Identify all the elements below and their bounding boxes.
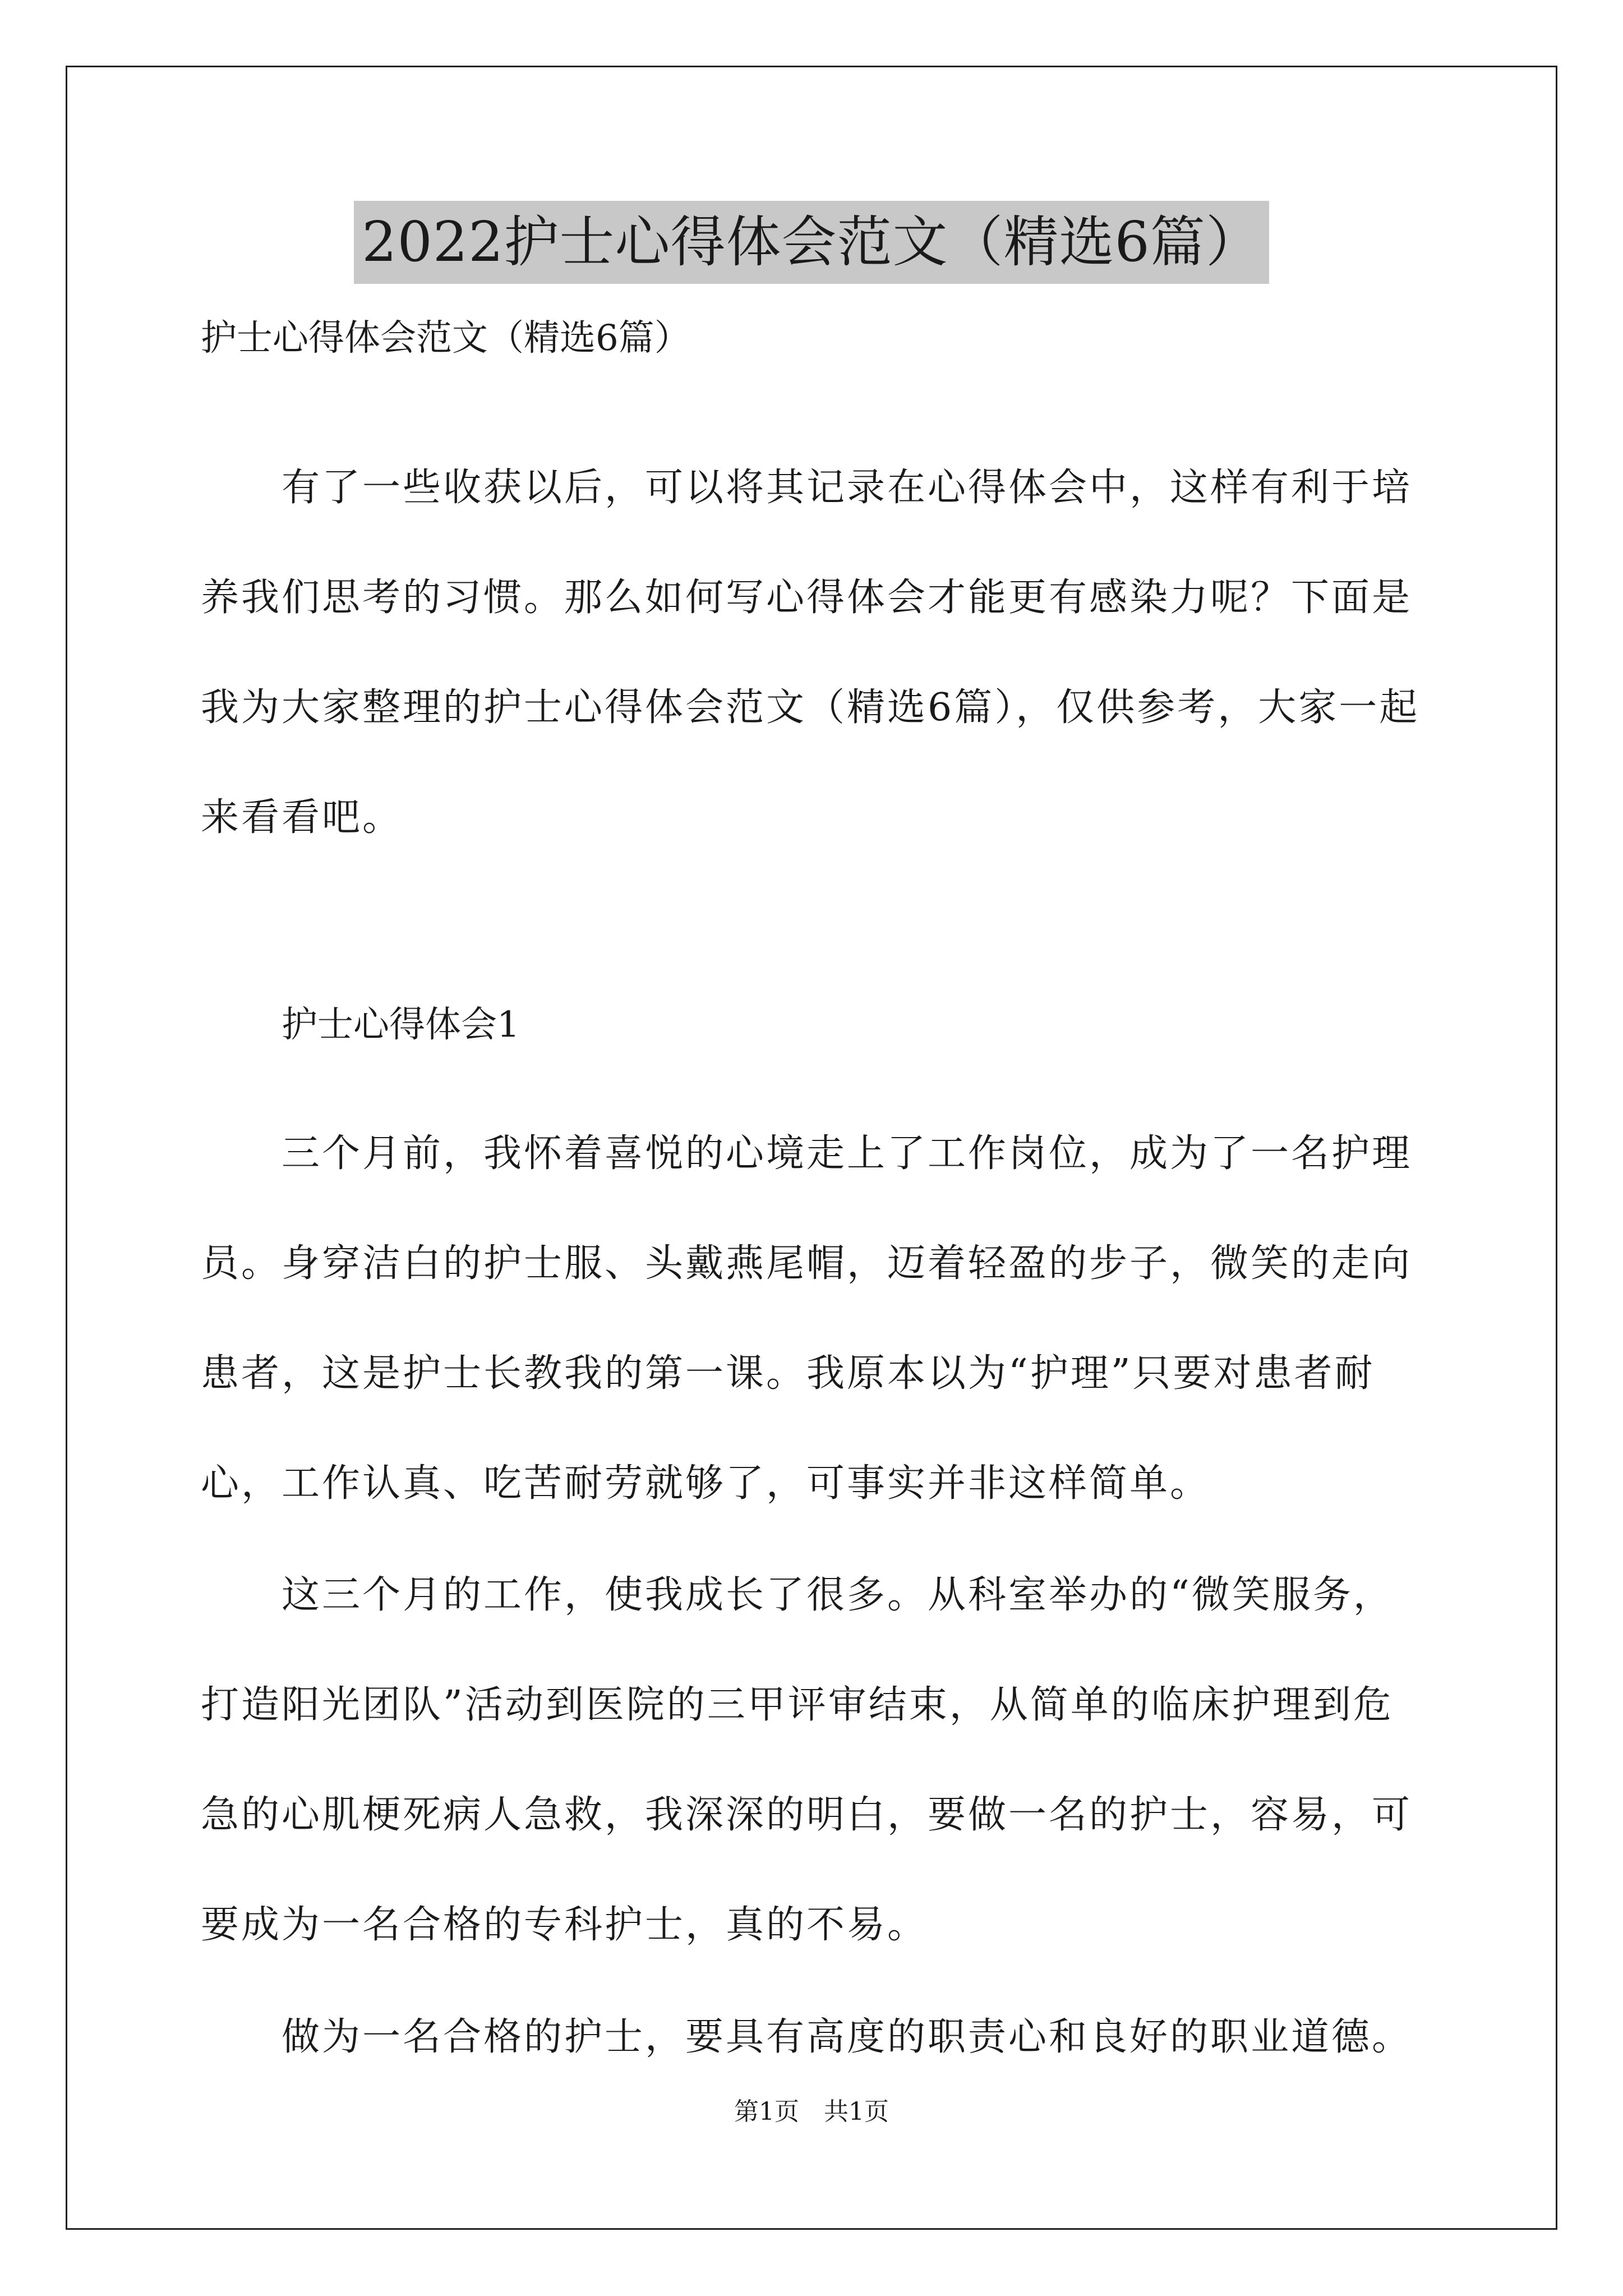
title-container [0,201,1623,284]
paragraph-line: 打造阳光团队”活动到医院的三甲评审结束，从简单的临床护理到危 [201,1683,1394,1727]
paragraph-line: 三个月前，我怀着喜悦的心境走上了工作岗位，成为了一名护理 [282,1131,1413,1176]
intro-line: 来看看吧。 [201,795,403,840]
paragraph-line: 做为一名合格的护士，要具有高度的职责心和良好的职业道德。 [282,2015,1413,2059]
intro-paragraph [201,433,1435,873]
intro-line: 养我们思考的习惯。那么如何写心得体会才能更有感染力呢？下面是 [201,576,1413,620]
paragraph-line: 要成为一名合格的专科护士，真的不易。 [201,1903,928,1947]
intro-line: 我为大家整理的护士心得体会范文（精选6篇），仅供参考，大家一起 [201,685,1420,730]
paragraph-line: 急的心肌梗死病人急救，我深深的明白，要做一名的护士，容易，可 [201,1793,1413,1837]
document-title: 2022护士心得体会范文（精选6篇） [354,201,1269,284]
intro-line: 有了一些收获以后，可以将其记录在心得体会中，这样有利于培 [282,466,1413,510]
body-paragraph-1 [201,1099,1435,1539]
paragraph-line: 员。身穿洁白的护士服、头戴燕尾帽，迈着轻盈的步子，微笑的走向 [201,1241,1413,1286]
body-paragraph-3 [201,1982,1435,2092]
paragraph-line: 心，工作认真、吃苦耐劳就够了，可事实并非这样简单。 [201,1461,1211,1506]
page-footer: 第1页 共1页 [734,2097,889,2126]
body-paragraph-2 [201,1540,1435,1980]
document-subtitle: 护士心得体会范文（精选6篇） [201,318,690,359]
paragraph-line: 这三个月的工作，使我成长了很多。从科室举办的“微笑服务， [282,1573,1394,1617]
paragraph-line: 患者，这是护士长教我的第一课。我原本以为“护理”只要对患者耐 [201,1351,1375,1396]
section-heading: 护士心得体会1 [282,1004,520,1046]
